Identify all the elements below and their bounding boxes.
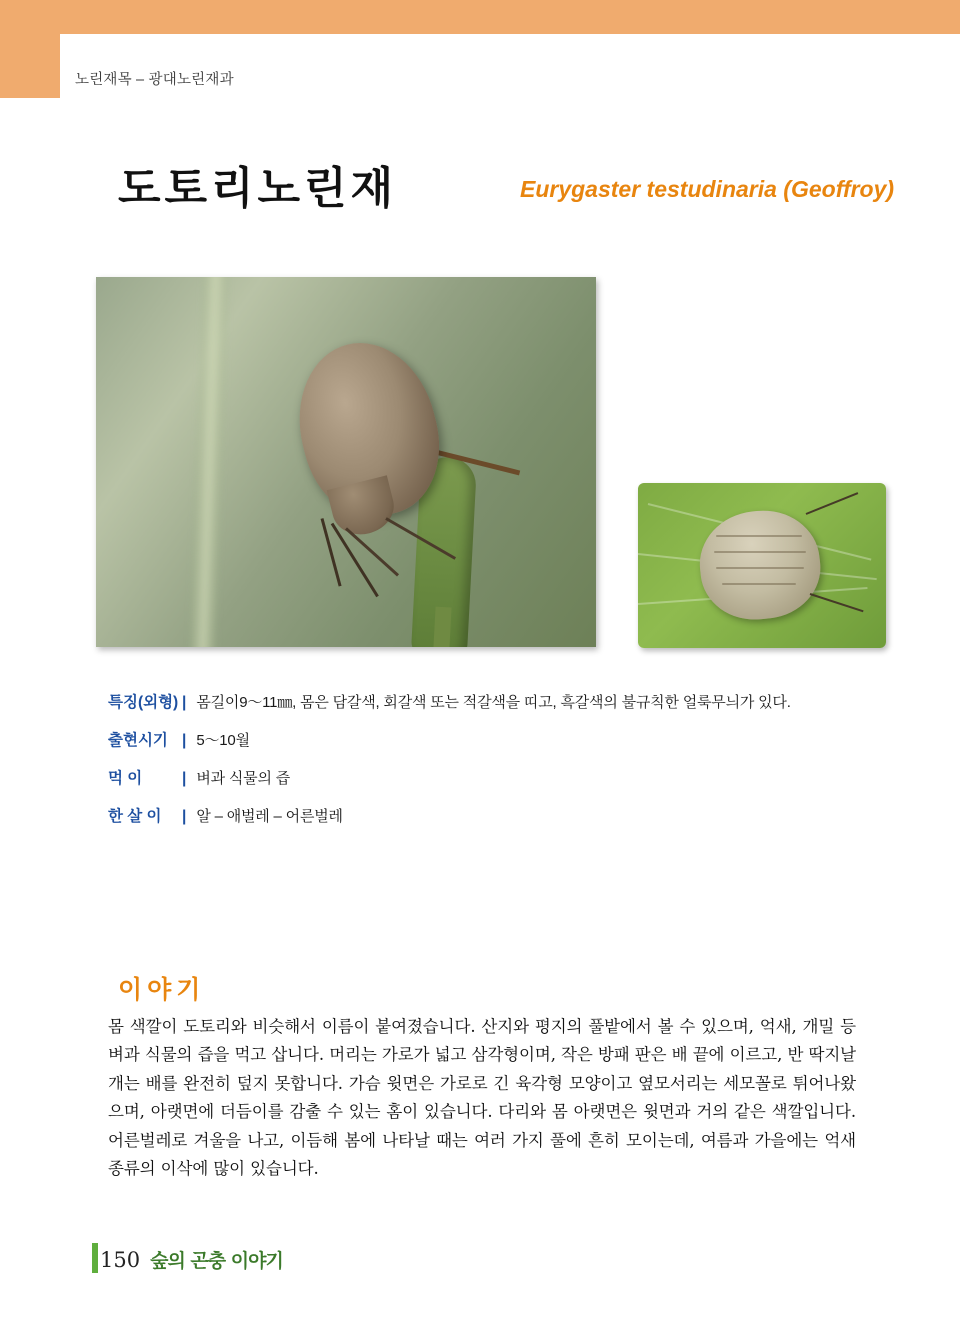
bug-pattern-stripe: [716, 567, 804, 569]
fact-separator: |: [182, 770, 187, 787]
book-title: 숲의 곤충 이야기: [150, 1250, 283, 1272]
fact-label: 출현시기: [108, 732, 168, 749]
inset-photo: [638, 483, 886, 648]
fact-value: 5〜10월: [196, 732, 250, 749]
fact-row: [108, 728, 898, 750]
facts-list: [108, 690, 898, 842]
fact-value: 알 – 애벌레 – 어른벌레: [196, 808, 343, 825]
bug-antenna-shape: [321, 518, 342, 586]
header-left-color-block: [0, 0, 60, 98]
fact-separator: |: [182, 694, 187, 711]
grass-blade-shape: [189, 277, 229, 647]
bug-antenna-shape: [806, 492, 859, 515]
fact-separator: |: [182, 732, 187, 749]
story-heading: 이야기: [118, 975, 206, 1004]
fact-value: 벼과 식물의 즙: [196, 770, 291, 787]
header-top-color-bar: [60, 0, 960, 34]
scientific-name: Eurygaster testudinaria (Geoffroy): [520, 176, 895, 202]
page-footer: [92, 1246, 283, 1273]
fact-label: 먹 이: [108, 770, 143, 787]
shield-bug-top-view-shape: [695, 505, 826, 625]
main-photo: [96, 277, 596, 647]
bug-pattern-stripe: [716, 535, 802, 537]
fact-row: [108, 690, 898, 712]
title-row: [0, 152, 960, 212]
page-title: 도토리노린재: [118, 163, 398, 214]
fact-value: 몸길이9〜11㎜, 몸은 담갈색, 회갈색 또는 적갈색을 띠고, 흑갈색의 불규칙한 얼룩무늬가 있다.: [196, 694, 791, 711]
bug-leg-shape: [345, 527, 399, 576]
bug-antenna-shape: [810, 593, 864, 612]
breadcrumb: 노린재목 – 광대노린재과: [75, 72, 234, 88]
bug-pattern-stripe: [722, 583, 796, 585]
page-header: [0, 0, 960, 98]
fact-separator: |: [182, 808, 187, 825]
fact-row: [108, 804, 898, 826]
grass-stalk-shape: [432, 607, 451, 647]
page-number: 150: [100, 1247, 141, 1272]
story-body: 몸 색깔이 도토리와 비슷해서 이름이 붙여졌습니다. 산지와 평지의 풀밭에서 볼 수 있으며, 억새, 개밀 등 벼과 식물의 즙을 먹고 삽니다. 머리는 가로가 넓고 삼각형이며, 작은 방패 판은 배 끝에 이르고, 반 딱지날개는 배를 완전히 덮지 못합니다. 가슴 윗면은 가로로 긴 육각형 모양이고 옆모서리는 세모꼴로 튀어나왔으며, 아랫면에 더듬이를 감출 수 있는 홈이 있습니다. 다리와 몸 아랫면은 윗면과 거의 같은 색깔입니다. 어른벌레로 겨울을 나고, 이듬해 봄에 나타날 때는 여러 가지 풀에 흔히 모이는데, 여름과 가을에는 억새 종류의 이삭에 많이 있습니다.: [108, 1017, 856, 1178]
fact-label: 특징(외형): [108, 694, 179, 711]
bug-pattern-stripe: [714, 551, 806, 553]
fact-row: [108, 766, 898, 788]
fact-label: 한 살 이: [108, 808, 162, 825]
